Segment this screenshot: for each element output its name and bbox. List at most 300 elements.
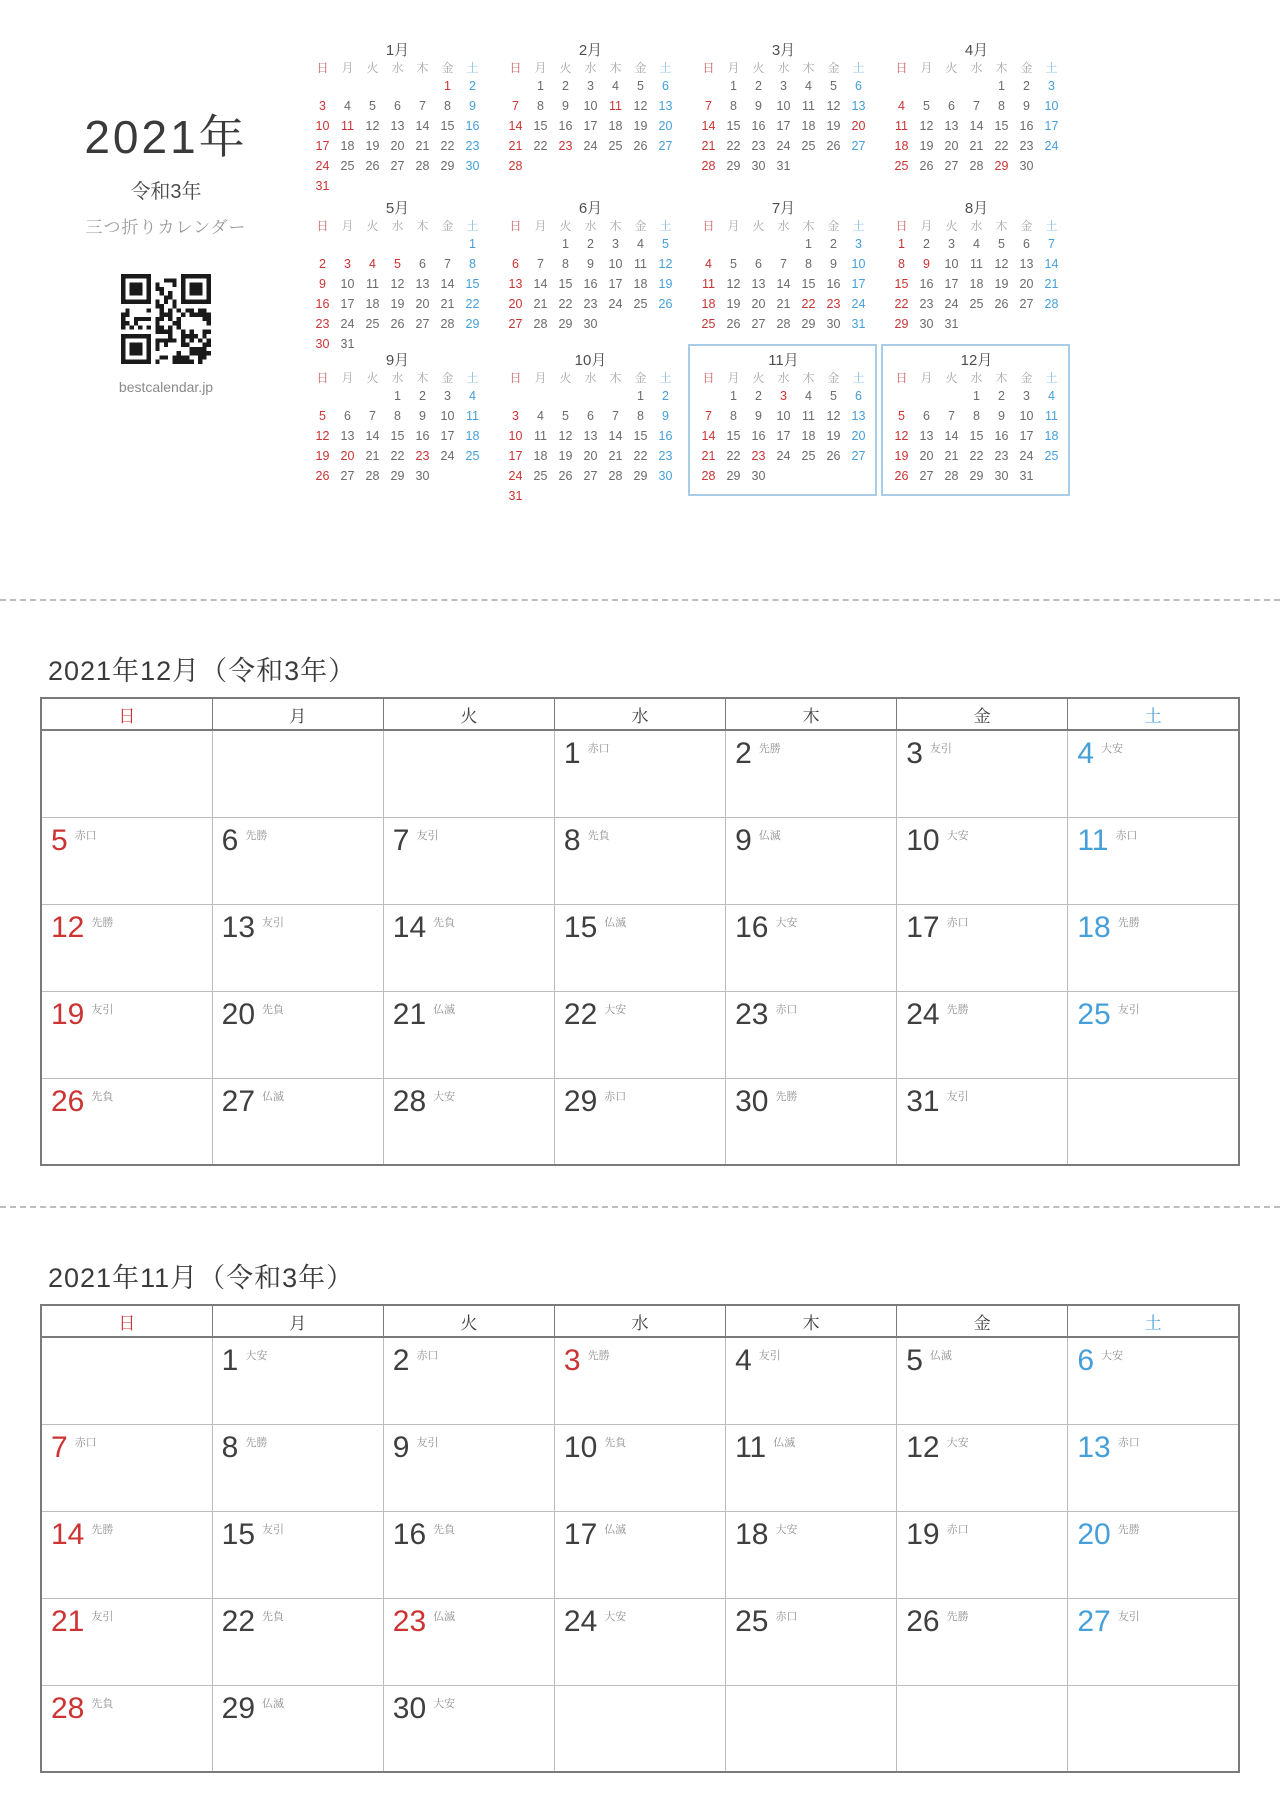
mini-day: 20 [751,297,766,311]
day-number: 11 [1077,823,1109,857]
mini-weekday: 土 [852,61,865,75]
mini-day: 16 [751,429,766,443]
day-cell [897,817,1068,904]
day-cell [726,730,897,817]
mini-day: 13 [583,429,598,443]
rokuyo-label: 友引 [91,1003,114,1016]
site-label: bestcalendar.jp [118,378,214,395]
mini-day: 29 [465,317,480,331]
mini-empty [746,234,771,254]
mini-day: 18 [633,277,648,291]
mini-weekday: 金 [441,219,454,233]
mini-day: 5 [898,409,905,423]
mini-day: 12 [558,429,573,443]
mini-day: 26 [390,317,405,331]
empty-day-cell [726,1685,897,1772]
day-number: 7 [51,1430,68,1464]
mini-day: 8 [898,257,905,271]
mini-day: 6 [419,257,426,271]
mini-day: 18 [701,297,716,311]
section-heading-november: 2021年11月（令和3年） [48,1263,355,1293]
mini-empty [696,76,721,96]
weekday-header: 月 [212,698,383,730]
mini-day: 30 [826,317,841,331]
weekday-header: 日 [41,698,212,730]
mini-day: 23 [994,449,1009,463]
mini-weekday: 水 [777,371,790,385]
day-cell [41,1511,212,1598]
mini-weekday: 月 [341,371,354,385]
mini-month-grid [889,370,1064,486]
mini-day: 20 [415,297,430,311]
day-cell [554,991,725,1078]
day-cell [897,1078,1068,1165]
mini-day: 21 [776,297,791,311]
mini-weekday: 水 [391,371,404,385]
mini-day: 6 [855,79,862,93]
mini-day: 14 [415,119,430,133]
mini-day: 9 [419,409,426,423]
mini-day: 23 [1019,139,1034,153]
mini-day: 7 [444,257,451,271]
mini-day: 2 [662,389,669,403]
mini-day: 7 [1048,237,1055,251]
rokuyo-label: 赤口 [775,1610,798,1623]
mini-day: 4 [344,99,351,113]
mini-day: 11 [366,277,379,291]
day-cell [554,1337,725,1424]
rokuyo-label: 仏滅 [433,1610,456,1623]
mini-empty [410,234,435,254]
mini-day: 13 [851,409,866,423]
mini-day: 19 [633,119,648,133]
mini-day: 28 [1044,297,1059,311]
day-number: 19 [51,997,85,1031]
mini-day: 18 [801,119,816,133]
mini-day: 16 [658,429,673,443]
mini-weekday: 木 [802,371,815,385]
rokuyo-label: 仏滅 [758,829,781,842]
rokuyo-label: 仏滅 [262,1090,285,1103]
mini-weekday: 金 [1020,219,1033,233]
day-number: 24 [906,997,940,1031]
rokuyo-label: 大安 [775,916,798,929]
mini-month-grid [889,218,1064,334]
mini-day: 7 [948,409,955,423]
day-number: 28 [51,1691,85,1725]
mini-day: 29 [633,469,648,483]
mini-day: 25 [701,317,716,331]
mini-weekday: 火 [945,219,958,233]
mini-day: 6 [755,257,762,271]
rokuyo-label: 先負 [587,829,610,842]
mini-day: 16 [558,119,573,133]
mini-day: 27 [851,449,866,463]
mini-day: 23 [826,297,841,311]
mini-day: 21 [969,139,984,153]
rokuyo-label: 赤口 [587,743,610,755]
mini-weekday: 日 [702,219,715,233]
calendar-body [41,1337,1239,1772]
day-number: 24 [563,1604,598,1638]
mini-month-title: 5月 [385,200,410,217]
day-number: 25 [735,1604,769,1638]
day-number: 16 [735,910,769,944]
day-number: 23 [735,997,769,1031]
mini-weekday: 火 [752,371,765,385]
mini-day: 8 [998,99,1005,113]
mini-day: 15 [994,119,1009,133]
mini-day: 7 [512,99,519,113]
year-overview-section [0,0,1280,601]
day-cell [554,1511,725,1598]
mini-month-title: 11月 [768,352,799,369]
mini-empty [310,234,335,254]
mini-month-grid [310,218,485,354]
mini-day: 20 [508,297,523,311]
day-cell [554,1598,725,1685]
mini-day: 2 [587,237,594,251]
mini-empty [964,76,989,96]
day-number: 10 [906,823,940,857]
mini-day: 15 [726,119,741,133]
mini-day: 21 [701,139,716,153]
mini-empty [360,234,385,254]
day-cell [1068,991,1239,1078]
mini-day: 27 [658,139,673,153]
mini-day: 4 [637,237,644,251]
mini-day: 10 [776,99,791,113]
mini-day: 16 [826,277,841,291]
mini-month-1月 [310,42,485,196]
day-number: 3 [563,1344,581,1377]
mini-day: 5 [923,99,930,113]
mini-day: 1 [730,389,737,403]
mini-day: 24 [1044,139,1059,153]
mini-day: 13 [658,99,673,113]
mini-weekday: 木 [416,219,429,233]
mini-day: 13 [340,429,355,443]
mini-day: 17 [583,119,598,133]
mini-day: 5 [730,257,737,271]
mini-weekday: 金 [827,219,840,233]
mini-day: 15 [801,277,816,291]
mini-weekday: 土 [852,219,865,233]
mini-day: 27 [851,139,866,153]
mini-empty [503,386,528,406]
mini-weekday: 火 [559,61,572,75]
day-number: 20 [1077,1517,1111,1551]
mini-month-grid [503,370,678,506]
mini-month-grid [310,370,485,486]
mini-day: 26 [826,139,841,153]
mini-day: 8 [637,409,644,423]
mini-weekday: 木 [416,61,429,75]
rokuyo-label: 先勝 [1117,1523,1140,1536]
mini-day: 21 [365,449,380,463]
mini-day: 29 [726,469,741,483]
rokuyo-label: 友引 [1117,1003,1140,1016]
day-number: 26 [906,1604,940,1638]
day-number: 6 [1077,1344,1095,1377]
month-section-november [0,1263,1280,1773]
mini-day: 12 [658,257,673,271]
rokuyo-label: 仏滅 [604,1523,627,1536]
mini-day: 4 [369,257,376,271]
mini-day: 1 [562,237,569,251]
mini-empty [889,76,914,96]
mini-day: 7 [612,409,619,423]
mini-day: 18 [365,297,380,311]
day-number: 1 [563,737,581,770]
mini-month-3月 [696,42,871,176]
day-number: 30 [392,1691,427,1725]
mini-month-grid [696,370,871,486]
mini-day: 17 [944,277,959,291]
day-number: 14 [392,910,427,944]
day-number: 17 [906,910,940,944]
mini-empty [335,386,360,406]
mini-day: 23 [558,139,573,153]
mini-day: 22 [894,297,909,311]
day-number: 2 [735,737,752,770]
mini-day: 30 [415,469,430,483]
mini-weekday: 木 [995,371,1008,385]
mini-month-title: 3月 [771,42,796,59]
mini-day: 26 [826,449,841,463]
mini-day: 20 [944,139,959,153]
day-number: 21 [51,1604,85,1638]
mini-weekday: 火 [366,219,379,233]
mini-day: 11 [702,277,715,291]
mini-day: 27 [751,317,766,331]
mini-day: 13 [919,429,934,443]
mini-day: 10 [608,257,623,271]
day-number: 13 [221,910,256,944]
day-number: 8 [563,823,581,857]
mini-day: 30 [583,317,598,331]
rokuyo-label: 先勝 [758,743,781,755]
mini-day: 25 [969,297,984,311]
day-cell [726,1078,897,1165]
day-number: 5 [51,823,68,857]
mini-weekday: 土 [466,219,479,233]
mini-day: 11 [466,409,479,423]
mini-day: 20 [1019,277,1034,291]
rokuyo-label: 友引 [929,743,952,755]
weekday-header: 土 [1068,698,1239,730]
day-cell [383,1511,554,1598]
mini-day: 1 [730,79,737,93]
mini-day: 17 [315,139,330,153]
day-number: 17 [563,1517,598,1551]
mini-day: 26 [558,469,573,483]
empty-day-cell [212,730,383,817]
day-number: 18 [1077,910,1111,944]
mini-day: 3 [612,237,619,251]
mini-empty [310,386,335,406]
mini-weekday: 日 [509,61,522,75]
mini-weekday: 土 [659,219,672,233]
mini-day: 2 [469,79,476,93]
day-number: 18 [735,1517,769,1551]
mini-day: 10 [340,277,355,291]
mini-day: 10 [583,99,598,113]
day-cell [212,1337,383,1424]
day-cell [1068,1424,1239,1511]
mini-month-grid [310,60,485,196]
day-number: 11 [735,1430,767,1464]
mini-weekday: 火 [752,219,765,233]
mini-day: 11 [802,99,815,113]
mini-day: 10 [1044,99,1059,113]
day-number: 7 [392,823,410,857]
rokuyo-label: 先負 [433,916,456,929]
mini-day: 10 [851,257,866,271]
mini-day: 11 [609,99,622,113]
mini-day: 16 [1019,119,1034,133]
mini-day: 5 [830,79,837,93]
mini-day: 9 [998,409,1005,423]
weekday-header-row [41,698,1239,730]
mini-day: 29 [390,469,405,483]
day-cell [1068,1511,1239,1598]
mini-weekday: 日 [509,371,522,385]
mini-weekday: 木 [416,371,429,385]
rokuyo-label: 赤口 [775,1003,798,1016]
mini-day: 25 [894,159,909,173]
mini-month-title: 12月 [960,352,993,369]
day-cell [726,1598,897,1685]
calendar-type-label: 三つ折りカレンダー [85,217,247,237]
mini-weekday: 金 [634,61,647,75]
day-number: 8 [221,1430,239,1464]
mini-weekday: 木 [609,371,622,385]
rokuyo-label: 先勝 [587,1350,610,1362]
rokuyo-label: 仏滅 [773,1436,796,1449]
mini-day: 26 [726,317,741,331]
mini-day: 13 [415,277,430,291]
rokuyo-label: 先勝 [245,1436,268,1449]
mini-day: 1 [637,389,644,403]
rokuyo-label: 大安 [433,1697,456,1710]
mini-weekday: 火 [366,61,379,75]
mini-day: 22 [994,139,1009,153]
rokuyo-label: 先負 [604,1436,627,1449]
mini-day: 25 [608,139,623,153]
day-cell [383,991,554,1078]
mini-month-title: 9月 [385,352,410,369]
day-cell [897,1598,1068,1685]
mini-day: 22 [440,139,455,153]
mini-day: 12 [894,429,909,443]
mini-day: 24 [315,159,330,173]
rokuyo-label: 仏滅 [929,1350,952,1362]
calendar-table-wrap-november [40,1304,1240,1773]
mini-day: 21 [533,297,548,311]
day-number: 22 [563,997,598,1031]
calendar-body [41,730,1239,1165]
day-number: 27 [1077,1604,1111,1638]
mini-day: 21 [608,449,623,463]
mini-day: 24 [440,449,455,463]
day-number: 13 [1077,1430,1111,1464]
mini-day: 17 [776,429,791,443]
mini-day: 17 [608,277,623,291]
mini-day: 25 [340,159,355,173]
rokuyo-label: 先勝 [946,1610,969,1623]
mini-day: 29 [558,317,573,331]
mini-day: 12 [315,429,330,443]
weekday-header: 日 [41,1305,212,1337]
mini-day: 15 [465,277,480,291]
mini-empty [696,234,721,254]
mini-day: 26 [365,159,380,173]
mini-day: 9 [319,277,326,291]
mini-empty [721,234,746,254]
mini-day: 15 [390,429,405,443]
mini-weekday: 水 [970,371,983,385]
mini-weekday: 水 [970,61,983,75]
mini-weekday: 土 [1045,61,1058,75]
mini-day: 7 [705,409,712,423]
weekday-header: 水 [554,698,725,730]
mini-day: 18 [1044,429,1059,443]
mini-day: 13 [390,119,405,133]
mini-day: 3 [444,389,451,403]
mini-day: 11 [1045,409,1058,423]
mini-day: 18 [465,429,480,443]
mini-day: 11 [802,409,815,423]
day-cell [897,991,1068,1078]
mini-day: 25 [801,139,816,153]
day-cell [897,1424,1068,1511]
mini-day: 31 [340,337,355,351]
mini-day: 29 [894,317,909,331]
mini-weekday: 金 [827,61,840,75]
mini-day: 15 [440,119,455,133]
mini-month-grid [503,60,678,176]
weekday-header: 水 [554,1305,725,1337]
day-number: 12 [906,1430,940,1464]
mini-day: 16 [583,277,598,291]
mini-day: 13 [944,119,959,133]
rokuyo-label: 先負 [91,1090,114,1103]
day-cell [1068,730,1239,817]
mini-month-5月 [310,200,485,354]
rokuyo-label: 先負 [262,1003,285,1016]
day-cell [212,1598,383,1685]
mini-day: 30 [919,317,934,331]
mini-weekday: 水 [391,219,404,233]
mini-month-10月 [503,352,678,506]
mini-day: 9 [755,409,762,423]
day-number: 3 [906,737,923,770]
mini-day: 3 [855,237,862,251]
mini-weekday: 月 [534,219,547,233]
rokuyo-label: 先勝 [91,916,114,929]
mini-day: 12 [726,277,741,291]
mini-weekday: 月 [534,371,547,385]
mini-day: 5 [662,237,669,251]
day-number: 27 [221,1084,256,1118]
day-cell [41,991,212,1078]
mini-day: 22 [633,449,648,463]
mini-day: 24 [944,297,959,311]
mini-empty [553,386,578,406]
mini-day: 24 [340,317,355,331]
rokuyo-label: 大安 [946,1436,969,1449]
